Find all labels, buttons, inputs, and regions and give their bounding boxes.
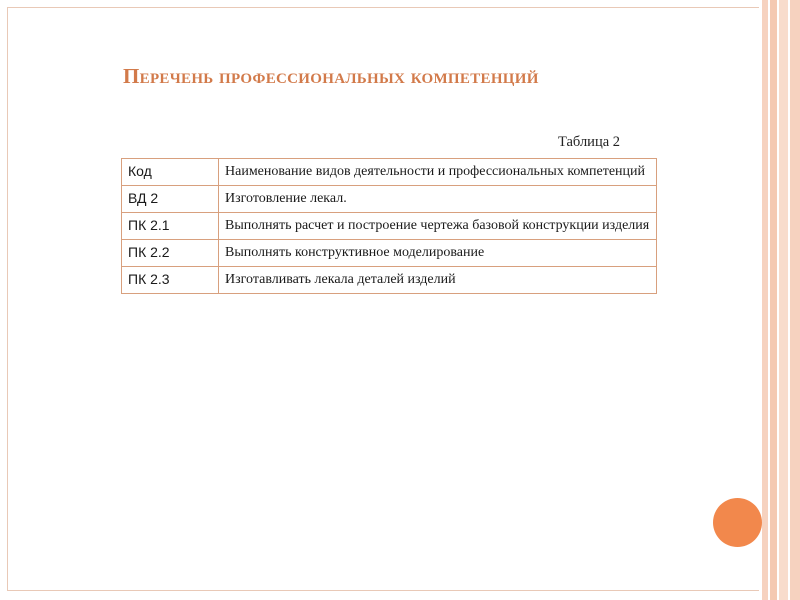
row-name: Выполнять расчет и построение чертежа базовой конструкции изделия <box>219 213 657 240</box>
row-code: ВД 2 <box>122 186 219 213</box>
table-row <box>122 240 657 267</box>
table-row <box>122 213 657 240</box>
header-code: Код <box>122 159 219 186</box>
decor-stripe <box>762 0 768 600</box>
row-name: Изготавливать лекала деталей изделий <box>219 267 657 294</box>
header-name: Наименование видов деятельности и профессиональных компетенций <box>219 159 657 186</box>
row-code: ПК 2.2 <box>122 240 219 267</box>
decor-stripe <box>779 0 788 600</box>
table-header-row <box>122 159 657 186</box>
competencies-table <box>121 158 657 294</box>
row-name: Выполнять конструктивное моделирование <box>219 240 657 267</box>
row-code: ПК 2.3 <box>122 267 219 294</box>
table-row <box>122 267 657 294</box>
row-code: ПК 2.1 <box>122 213 219 240</box>
table-caption: Таблица 2 <box>558 134 621 150</box>
row-name: Изготовление лекал. <box>219 186 657 213</box>
table-row <box>122 186 657 213</box>
slide-frame <box>7 7 759 591</box>
page-title: Перечень профессиональных компетенций <box>123 64 539 88</box>
decor-stripe <box>770 0 777 600</box>
decor-circle <box>713 498 762 547</box>
decor-stripe <box>790 0 800 600</box>
